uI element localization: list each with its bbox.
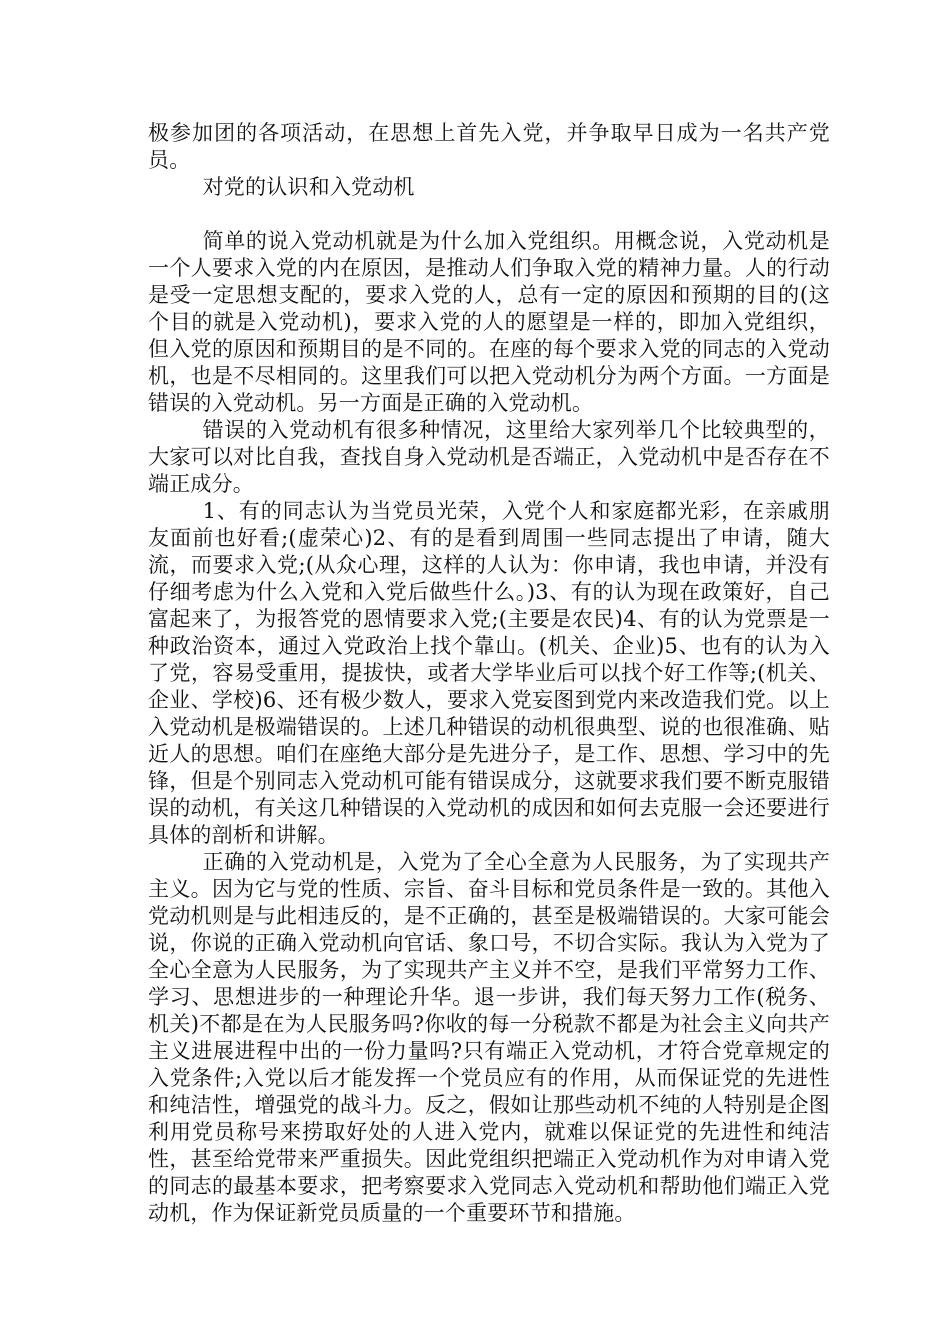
- paragraph-wrong-motive-intro: 错误的入党动机有很多种情况，这里给大家列举几个比较典型的，大家可以对比自我，查找自身入党动机是否端正，入党动机中是否存在不端正成分。: [148, 418, 830, 496]
- continuation-paragraph: 极参加团的各项活动，在思想上首先入党，并争取早日成为一名共产党员。: [148, 121, 830, 172]
- section-title: 对党的认识和入党动机: [202, 175, 415, 199]
- document-body: [148, 120, 830, 1227]
- paragraph-correct-motive: 正确的入党动机是，入党为了全心全意为人民服务，为了实现共产主义。因为它与党的性质、宗旨、奋斗目标和党员条件是一致的。其他入党动机则是与此相违反的，是不正确的，甚至是极端错误的。大家可能会说，你说的正确入党动机向官话、象口号，不切合实际。我认为入党为了全心全意为人民服务，为了实现共产主义并不空，是我们平常努力工作、学习、思想进步的一种理论升华。退一步讲，我们每天努力工作(税务、机关)不都是在为人民服务吗?你收的每一分税款不都是为社会主义向共产主义进展进程中出的一份力量吗?只有端正入党动机，才符合党章规定的入党条件;入党以后才能发挥一个党员应有的作用，从而保证党的先进性和纯洁性，增强党的战斗力。反之，假如让那些动机不纯的人特别是企图利用党员称号来捞取好处的人进入党内，就难以保证党的先进性和纯洁性，甚至给党带来严重损失。因此党组织把端正入党动机作为对申请入党的同志的最基本要求，把考察要求入党同志入党动机和帮助他们端正入党动机，作为保证新党员质量的一个重要环节和措施。: [148, 850, 830, 1225]
- paragraph-wrong-motive-list: 1、有的同志认为当党员光荣，入党个人和家庭都光彩，在亲戚朋友面前也好看;(虚荣心)2、有的是看到周围一些同志提出了申请，随大流，而要求入党;(从众心理，这样的人认为：你申请，我也申请，并没有仔细考虑为什么入党和入党后做些什么。)3、有的认为现在政策好，自己富起来了，为报答党的恩情要求入党;(主要是农民)4、有的认为党票是一种政治资本，通过入党政治上找个靠山。(机关、企业)5、也有的认为入了党，容易受重用，提拔快，或者大学毕业后可以找个好工作等;(机关、企业、学校)6、还有极少数人，要求入党妄图到党内来改造我们党。以上入党动机是极端错误的。上述几种错误的动机很典型、说的也很准确、贴近人的思想。咱们在座绝大部分是先进分子，是工作、思想、学习中的先锋，但是个别同志入党动机可能有错误成分，这就要求我们要不断克服错误的动机，有关这几种错误的入党动机的成因和如何去克服一会还要进行具体的剖析和讲解。: [148, 499, 830, 847]
- paragraph-motive-definition: 简单的说入党动机就是为什么加入党组织。用概念说，入党动机是一个人要求入党的内在原因，是推动人们争取入党的精神力量。人的行动是受一定思想支配的，要求入党的人，总有一定的原因和预期的目的(这个目的就是入党动机)，要求入党的人的愿望是一样的，即加入党组织，但入党的原因和预期目的是不同的。在座的每个要求入党的同志的入党动机，也是不尽相同的。这里我们可以把入党动机分为两个方面。一方面是错误的入党动机。另一方面是正确的入党动机。: [148, 229, 830, 415]
- blank-line: [148, 201, 830, 228]
